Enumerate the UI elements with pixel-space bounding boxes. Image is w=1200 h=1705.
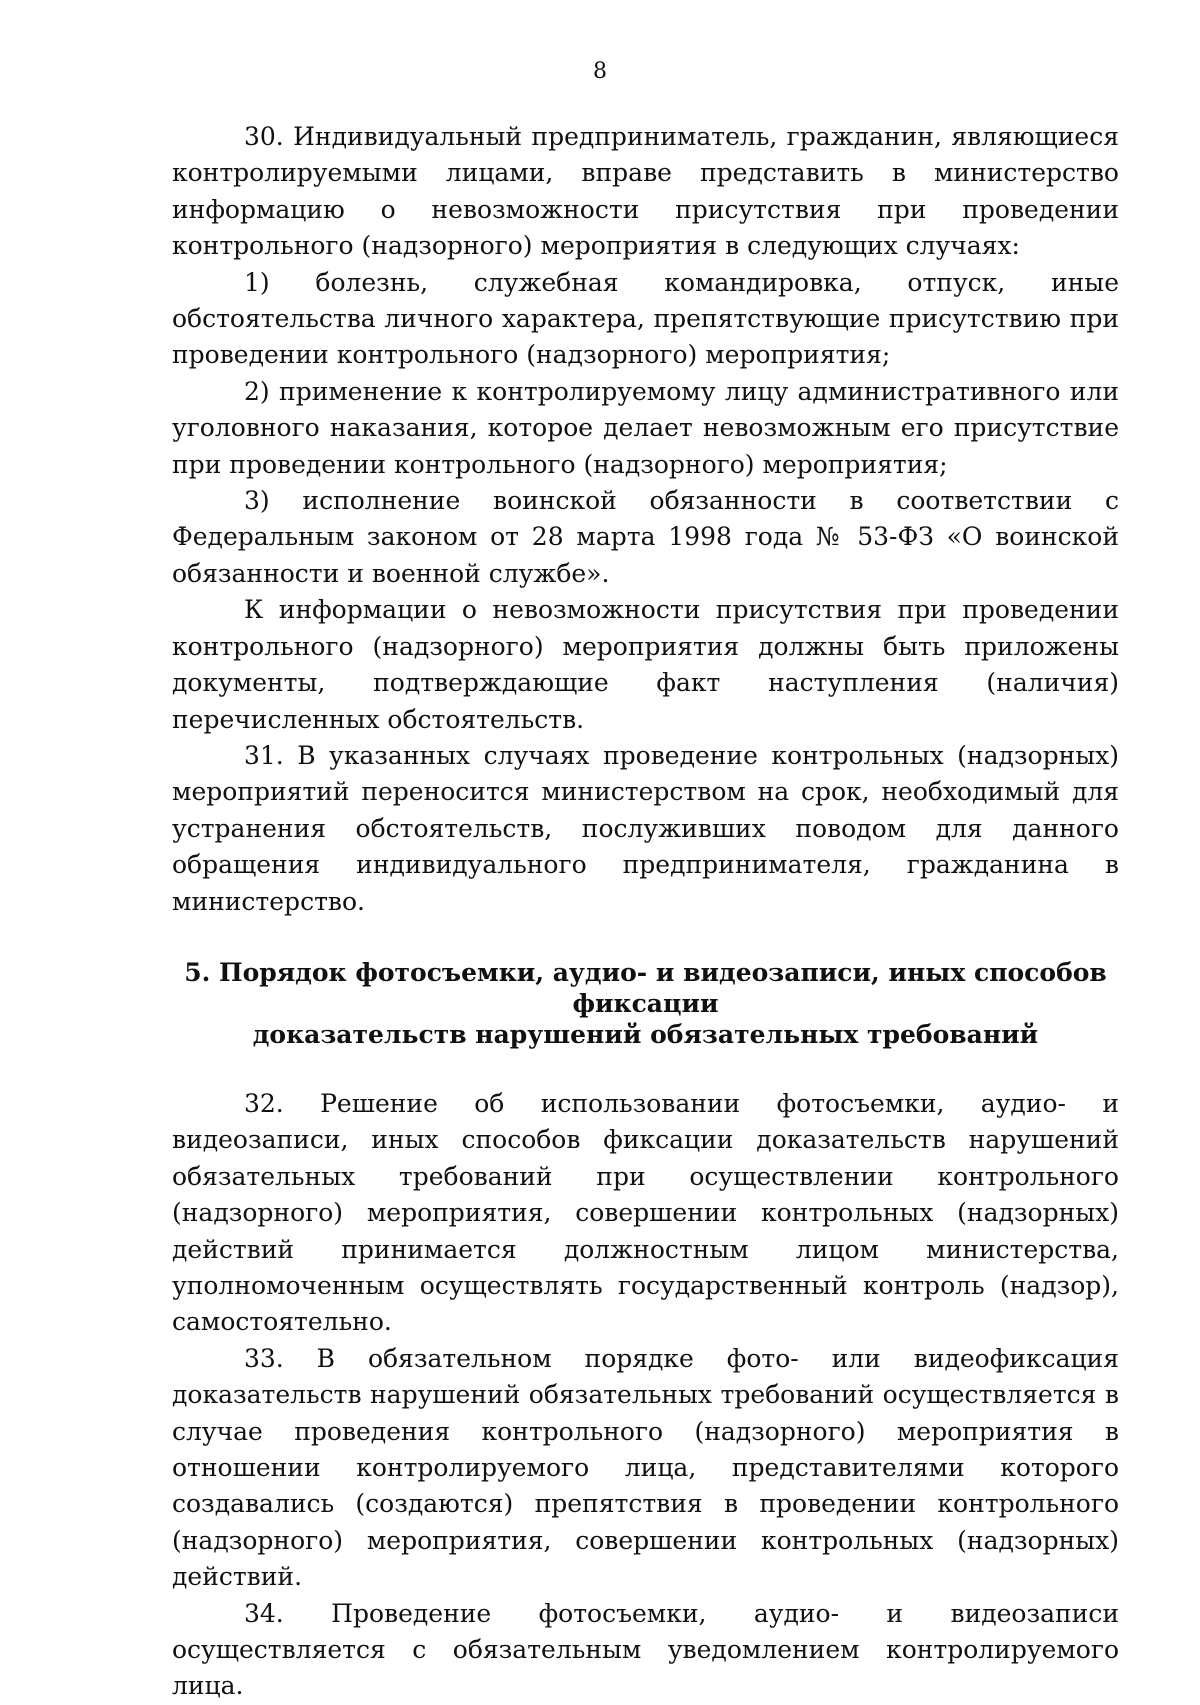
list-item-2: 2) применение к контролируемому лицу административного или уголовного наказания, которое делает невозможным его присутствие при проведении контрольного (надзорного) мероприятия; xyxy=(172,376,1119,479)
paragraph-31: 31. В указанных случаях проведение контрольных (надзорных) мероприятий переносится министерством на срок, необходимый для устранения обстоятельств, послуживших поводом для данного обращения индивидуального предпринимателя, гражданина в министерство. xyxy=(172,740,1119,916)
paragraph-32: 32. Решение об использовании фотосъемки, аудио- и видеозаписи, иных способов фиксации доказательств нарушений обязательных требований при осуществлении контрольного (надзорного) мероприятия, совершении контрольных (надзорных) действий принимается должностным лицом министерства, уполномоченным осуществлять государственный контроль (надзор), самостоятельно. xyxy=(172,1088,1119,1337)
section-heading-line-1: 5. Порядок фотосъемки, аудио- и видеозаписи, иных способов фиксации xyxy=(184,957,1107,1018)
page-number: 8 xyxy=(593,59,607,84)
list-item-1: 1) болезнь, служебная командировка, отпуск, иные обстоятельства личного характера, препятствующие присутствию при проведении контрольного (надзорного) мероприятия; xyxy=(172,267,1119,370)
list-item-3: 3) исполнение воинской обязанности в соответствии с Федеральным законом от 28 марта 1998 года № 53-ФЗ «О воинской обязанности и военной службе». xyxy=(172,486,1119,588)
paragraph-33: 33. В обязательном порядке фото- или видеофиксация доказательств нарушений обязательных требований осуществляется в случае проведения контрольного (надзорного) мероприятия в отношении контролируемого лица, представителями которого создавались (создаются) препятствия в проведении контрольного (надзорного) мероприятия, совершении контрольных (надзорных) действий. xyxy=(172,1343,1119,1592)
paragraph-34: 34. Проведение фотосъемки, аудио- и видеозаписи осуществляется с обязательным уведомлением контролируемого лица. xyxy=(172,1598,1119,1701)
paragraph-30: 30. Индивидуальный предприниматель, гражданин, являющиеся контролируемыми лицами, вправе представить в министерство информацию о невозможности присутствия при проведении контрольного (надзорного) мероприятия в следующих случаях: xyxy=(172,122,1119,261)
document-body xyxy=(172,119,1119,1705)
section-heading-line-2: доказательств нарушений обязательных требований xyxy=(252,1019,1039,1049)
section-heading xyxy=(172,957,1119,1050)
paragraph-documents-note: К информации о невозможности присутствия при проведении контрольного (надзорного) мероприятия должны быть приложены документы, подтверждающие факт наступления (наличия) перечисленных обстоятельств. xyxy=(172,595,1119,734)
